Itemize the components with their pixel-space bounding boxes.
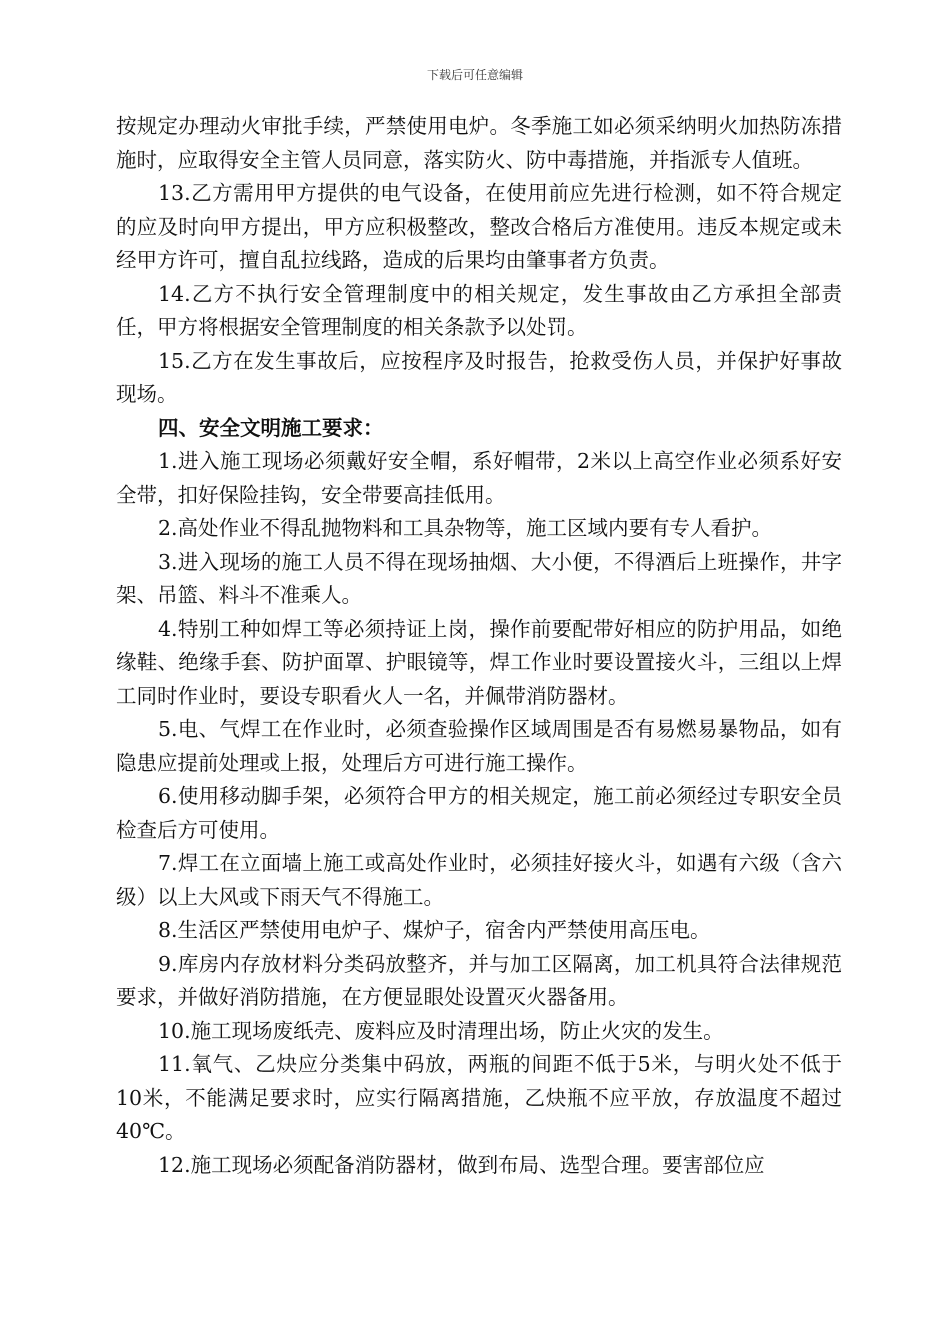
- requirement-item-9: 9.库房内存放材料分类码放整齐，并与加工区隔离，加工机具符合法律规范要求，并做好消防措施，在方便显眼处设置灭火器备用。: [116, 951, 842, 1009]
- section-heading: 四、安全文明施工要求：: [158, 415, 384, 440]
- requirement-item-4: 4.特别工种如焊工等必须持证上岗，操作前要配带好相应的防护用品，如绝缘鞋、绝缘手套、防护面罩、护眼镜等，焊工作业时要设置接火斗，三组以上焊工同时作业时，要设专职看火人一名，并佩带消防器材。: [116, 616, 842, 708]
- requirement-item-12: 12.施工现场必须配备消防器材，做到布局、选型合理。要害部位应: [158, 1152, 765, 1177]
- page-header: 下载后可任意编辑: [426, 68, 523, 82]
- paragraph-item-14: 14.乙方不执行安全管理制度中的相关规定，发生事故由乙方承担全部责任，甲方将根据安全管理制度的相关条款予以处罚。: [116, 281, 842, 339]
- requirement-item-5: 5.电、气焊工在作业时，必须查验操作区域周围是否有易燃易暴物品，如有隐患应提前处理或上报，处理后方可进行施工操作。: [116, 717, 842, 775]
- paragraph-item-13: 13.乙方需用甲方提供的电气设备，在使用前应先进行检测，如不符合规定的应及时向甲方提出，甲方应积极整改，整改合格后方准使用。违反本规定或未经甲方许可，擅自乱拉线路，造成的后果均由肇事者方负责。: [116, 181, 842, 272]
- document-body: [116, 110, 842, 1182]
- paragraph-item-15: 15.乙方在发生事故后，应按程序及时报告，抢救受伤人员，并保护好事故现场。: [116, 348, 842, 406]
- requirement-item-3: 3.进入现场的施工人员不得在现场抽烟、大小便，不得酒后上班操作，井字架、吊篮、料斗不准乘人。: [116, 549, 842, 607]
- requirement-item-7: 7.焊工在立面墙上施工或高处作业时，必须挂好接火斗，如遇有六级（含六级）以上大风或下雨天气不得施工。: [116, 851, 842, 909]
- requirement-item-8: 8.生活区严禁使用电炉子、煤炉子，宿舍内严禁使用高压电。: [158, 918, 711, 942]
- requirement-item-2: 2.高处作业不得乱抛物料和工具杂物等，施工区域内要有专人看护。: [158, 516, 773, 540]
- paragraph-continuation: 按规定办理动火审批手续，严禁使用电炉。冬季施工如必须采纳明火加热防冻措施时，应取得安全主管人员同意，落实防火、防中毒措施，并指派专人值班。: [116, 114, 842, 172]
- requirement-item-10: 10.施工现场废纸壳、废料应及时清理出场，防止火灾的发生。: [158, 1018, 724, 1043]
- requirement-item-11: 11.氧气、乙炔应分类集中码放，两瓶的间距不低于5米，与明火处不低于10米，不能满足要求时，应实行隔离措施，乙炔瓶不应平放，存放温度不超过40℃。: [116, 1052, 842, 1143]
- requirement-item-1: 1.进入施工现场必须戴好安全帽，系好帽带，2米以上高空作业必须系好安全带，扣好保险挂钩，安全带要高挂低用。: [116, 449, 842, 507]
- requirement-item-6: 6.使用移动脚手架，必须符合甲方的相关规定，施工前必须经过专职安全员检查后方可使用。: [116, 784, 842, 842]
